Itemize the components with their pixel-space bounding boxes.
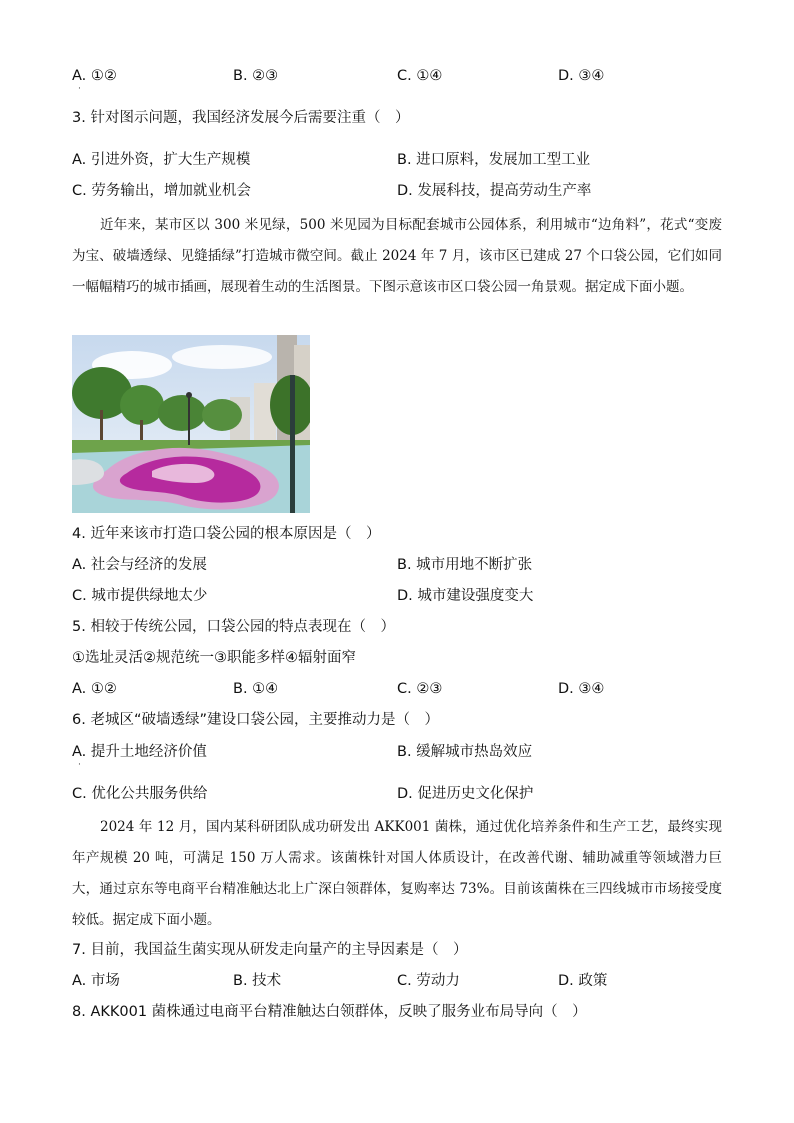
q3-option-d: D. 发展科技，提高劳动生产率	[397, 183, 592, 199]
question-5-items: ①选址灵活②规范统一③职能多样④辐射面窄	[72, 650, 356, 666]
q2-option-b: B. ②③	[233, 68, 279, 84]
q5-option-d: D. ③④	[558, 681, 605, 697]
passage-pocket-park-text: 近年来，某市区以 300 米见绿，500 米见园为目标配套城市公园体系，利用城市“边角料”，花式“变废为宝、破墙透绿、见缝插绿”打造城市微空间。截止 2024 年 7 月，该市区已建成 27 个口袋公园，它们如同一幅幅精巧的城市插画，展现着生动的生活图景。下图示意该市区口袋公园一角景观。据定成下面小题。	[72, 217, 722, 295]
q5-option-c: C. ②③	[397, 681, 443, 697]
q5-option-a: A. ①②	[72, 681, 117, 697]
q4-option-a: A. 社会与经济的发展	[72, 557, 207, 573]
question-5-stem: 5. 相较于传统公园，口袋公园的特点表现在（ ）	[72, 619, 395, 635]
passage-pocket-park	[72, 210, 722, 303]
q7-option-a: A. 市场	[72, 973, 120, 989]
q4-option-c: C. 城市提供绿地太少	[72, 588, 208, 604]
q7-option-c: C. 劳动力	[397, 973, 460, 989]
question-4-stem: 4. 近年来该市打造口袋公园的根本原因是（ ）	[72, 526, 381, 542]
question-7-stem: 7. 目前，我国益生菌实现从研发走向量产的主导因素是（ ）	[72, 942, 468, 958]
pocket-park-illustration	[72, 335, 310, 513]
q2-option-a: A. ①②	[72, 68, 117, 84]
mark-dot: ·	[78, 760, 81, 770]
q6-option-b: B. 缓解城市热岛效应	[397, 744, 533, 760]
question-8-stem: 8. AKK001 菌株通过电商平台精准触达白领群体，反映了服务业布局导向（ ）	[72, 1004, 587, 1020]
q6-option-d: D. 促进历史文化保护	[397, 786, 534, 802]
mark-dot: ·	[78, 84, 81, 94]
q6-option-a: A. 提升土地经济价值	[72, 744, 207, 760]
q3-option-b: B. 进口原料，发展加工型工业	[397, 152, 591, 168]
q2-option-c: C. ①④	[397, 68, 443, 84]
q4-option-d: D. 城市建设强度变大	[397, 588, 534, 604]
q5-option-b: B. ①④	[233, 681, 279, 697]
q7-option-d: D. 政策	[558, 973, 608, 989]
q6-option-c: C. 优化公共服务供给	[72, 786, 208, 802]
q4-option-b: B. 城市用地不断扩张	[397, 557, 533, 573]
pocket-park-photo	[72, 335, 310, 513]
question-3-stem: 3. 针对图示问题，我国经济发展今后需要注重（ ）	[72, 110, 410, 126]
q3-option-a: A. 引进外资，扩大生产规模	[72, 152, 251, 168]
q3-option-c: C. 劳务输出，增加就业机会	[72, 183, 251, 199]
q7-option-b: B. 技术	[233, 973, 282, 989]
passage-akk001-text: 2024 年 12 月，国内某科研团队成功研发出 AKK001 菌株，通过优化培养条件和生产工艺，最终实现年产规模 20 吨，可满足 150 万人需求。该菌株针对国人体质设计，在改善代谢、辅助减重等领域潜力巨大，通过京东等电商平台精准触达北上广深白领群体，复购率达 73%。目前该菌株在三四线城市市场接受度较低。据定成下面小题。	[72, 819, 722, 928]
question-6-stem: 6. 老城区“破墙透绿”建设口袋公园，主要推动力是（ ）	[72, 712, 439, 728]
passage-akk001	[72, 812, 722, 936]
q2-option-d: D. ③④	[558, 68, 605, 84]
